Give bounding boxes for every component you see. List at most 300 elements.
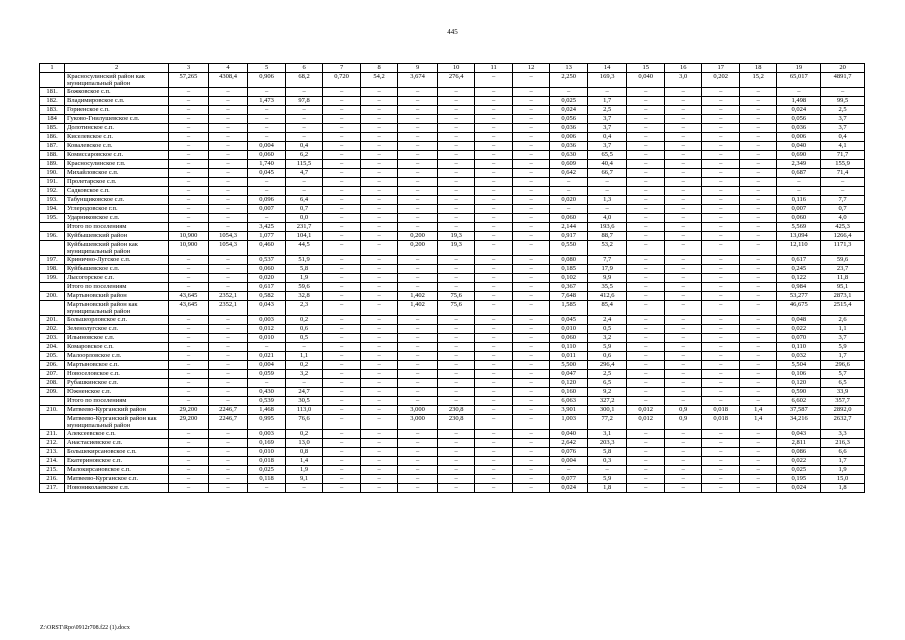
- value-cell: –: [664, 448, 702, 457]
- header-cell: 18: [739, 64, 777, 73]
- table-row: [40, 97, 865, 106]
- value-cell: 0,539: [248, 397, 286, 406]
- value-cell: –: [627, 292, 665, 301]
- value-cell: 0,040: [550, 430, 588, 439]
- value-cell: –: [512, 379, 550, 388]
- table-row: [40, 397, 865, 406]
- value-cell: –: [360, 361, 398, 370]
- value-cell: –: [360, 97, 398, 106]
- value-cell: 0,460: [248, 241, 286, 256]
- value-cell: –: [285, 124, 323, 133]
- value-cell: 2,5: [821, 106, 865, 115]
- value-cell: –: [360, 397, 398, 406]
- row-number-cell: [40, 301, 65, 316]
- value-cell: –: [627, 223, 665, 232]
- value-cell: –: [627, 214, 665, 223]
- value-cell: –: [360, 325, 398, 334]
- value-cell: –: [398, 484, 438, 493]
- value-cell: 2352,1: [208, 301, 248, 316]
- value-cell: 24,7: [285, 388, 323, 397]
- name-cell: Рубашкинское с.п.: [65, 379, 169, 388]
- value-cell: –: [627, 124, 665, 133]
- value-cell: –: [323, 115, 361, 124]
- value-cell: –: [248, 124, 286, 133]
- value-cell: 0,120: [550, 379, 588, 388]
- row-number-cell: 186.: [40, 133, 65, 142]
- value-cell: –: [398, 343, 438, 352]
- value-cell: 0,202: [702, 73, 740, 88]
- value-cell: –: [512, 334, 550, 343]
- value-cell: 0,003: [248, 316, 286, 325]
- value-cell: –: [739, 265, 777, 274]
- value-cell: 0,106: [777, 370, 821, 379]
- value-cell: –: [437, 265, 475, 274]
- value-cell: –: [739, 361, 777, 370]
- value-cell: 34,216: [777, 415, 821, 430]
- value-cell: –: [360, 187, 398, 196]
- value-cell: –: [512, 316, 550, 325]
- value-cell: –: [627, 232, 665, 241]
- value-cell: 0,012: [627, 415, 665, 430]
- value-cell: –: [664, 283, 702, 292]
- value-cell: –: [398, 430, 438, 439]
- value-cell: 0,024: [777, 106, 821, 115]
- table-row: [40, 178, 865, 187]
- value-cell: –: [664, 274, 702, 283]
- value-cell: –: [475, 151, 513, 160]
- header-cell: 8: [360, 64, 398, 73]
- value-cell: –: [360, 160, 398, 169]
- value-cell: 1,1: [285, 352, 323, 361]
- value-cell: –: [627, 388, 665, 397]
- value-cell: –: [169, 343, 209, 352]
- value-cell: –: [821, 178, 865, 187]
- value-cell: 5,9: [587, 343, 627, 352]
- value-cell: –: [208, 457, 248, 466]
- value-cell: 0,110: [777, 343, 821, 352]
- row-number-cell: 181.: [40, 88, 65, 97]
- value-cell: –: [702, 370, 740, 379]
- value-cell: –: [208, 274, 248, 283]
- value-cell: –: [664, 316, 702, 325]
- value-cell: –: [360, 214, 398, 223]
- value-cell: 71,7: [821, 151, 865, 160]
- value-cell: 0,025: [550, 97, 588, 106]
- value-cell: 231,7: [285, 223, 323, 232]
- value-cell: 2,349: [777, 160, 821, 169]
- value-cell: –: [512, 370, 550, 379]
- value-cell: –: [664, 352, 702, 361]
- value-cell: –: [360, 124, 398, 133]
- value-cell: 44,5: [285, 241, 323, 256]
- row-number-cell: 202.: [40, 325, 65, 334]
- name-cell: Ударниковское с.п.: [65, 214, 169, 223]
- value-cell: 0,6: [587, 352, 627, 361]
- value-cell: –: [437, 205, 475, 214]
- row-number-cell: 207.: [40, 370, 65, 379]
- value-cell: 1,740: [248, 160, 286, 169]
- value-cell: –: [248, 343, 286, 352]
- value-cell: –: [627, 325, 665, 334]
- table-header-row: [40, 64, 865, 73]
- value-cell: –: [702, 343, 740, 352]
- value-cell: –: [248, 214, 286, 223]
- value-cell: –: [323, 439, 361, 448]
- table-row: [40, 256, 865, 265]
- row-number-cell: 203.: [40, 334, 65, 343]
- value-cell: –: [702, 187, 740, 196]
- value-cell: 0,4: [285, 142, 323, 151]
- name-cell: Табунщиковское с.п.: [65, 196, 169, 205]
- value-cell: 0,630: [550, 151, 588, 160]
- table-row: [40, 106, 865, 115]
- value-cell: –: [664, 439, 702, 448]
- value-cell: –: [512, 169, 550, 178]
- value-cell: –: [739, 178, 777, 187]
- value-cell: 0,2: [285, 316, 323, 325]
- value-cell: 53,2: [587, 241, 627, 256]
- value-cell: –: [512, 352, 550, 361]
- value-cell: 85,4: [587, 301, 627, 316]
- value-cell: –: [208, 325, 248, 334]
- value-cell: –: [512, 475, 550, 484]
- value-cell: –: [702, 430, 740, 439]
- value-cell: –: [512, 151, 550, 160]
- value-cell: 0,018: [702, 415, 740, 430]
- value-cell: 203,3: [587, 439, 627, 448]
- value-cell: –: [323, 214, 361, 223]
- value-cell: –: [512, 448, 550, 457]
- value-cell: 0,020: [248, 274, 286, 283]
- value-cell: –: [323, 475, 361, 484]
- value-cell: –: [702, 169, 740, 178]
- value-cell: –: [323, 379, 361, 388]
- value-cell: 1,077: [248, 232, 286, 241]
- value-cell: –: [398, 178, 438, 187]
- value-cell: –: [664, 361, 702, 370]
- value-cell: –: [512, 133, 550, 142]
- value-cell: 3,7: [821, 115, 865, 124]
- value-cell: 3,2: [285, 370, 323, 379]
- value-cell: 1,4: [739, 406, 777, 415]
- value-cell: 4,1: [821, 142, 865, 151]
- value-cell: 0,122: [777, 274, 821, 283]
- value-cell: –: [437, 274, 475, 283]
- value-cell: 75,6: [437, 292, 475, 301]
- value-cell: –: [475, 316, 513, 325]
- value-cell: 1,7: [821, 352, 865, 361]
- value-cell: 5,9: [587, 475, 627, 484]
- value-cell: 2,642: [550, 439, 588, 448]
- name-cell: Владимировское с.п.: [65, 97, 169, 106]
- value-cell: –: [475, 232, 513, 241]
- value-cell: 115,5: [285, 160, 323, 169]
- value-cell: –: [323, 265, 361, 274]
- name-cell: Киселевское с.п.: [65, 133, 169, 142]
- value-cell: –: [627, 187, 665, 196]
- value-cell: –: [323, 484, 361, 493]
- value-cell: –: [323, 187, 361, 196]
- value-cell: –: [437, 256, 475, 265]
- table-row: [40, 265, 865, 274]
- value-cell: 1171,3: [821, 241, 865, 256]
- value-cell: –: [512, 397, 550, 406]
- value-cell: 88,7: [587, 232, 627, 241]
- value-cell: –: [664, 457, 702, 466]
- value-cell: 65,017: [777, 73, 821, 88]
- value-cell: 1,7: [587, 97, 627, 106]
- value-cell: 1,9: [285, 274, 323, 283]
- table-row: [40, 343, 865, 352]
- name-cell: Кринично-Лугское с.п.: [65, 256, 169, 265]
- value-cell: 59,6: [285, 283, 323, 292]
- value-cell: 0,367: [550, 283, 588, 292]
- value-cell: –: [739, 88, 777, 97]
- value-cell: –: [702, 241, 740, 256]
- value-cell: –: [437, 97, 475, 106]
- value-cell: –: [360, 316, 398, 325]
- table-row: [40, 223, 865, 232]
- value-cell: 0,169: [248, 439, 286, 448]
- value-cell: –: [169, 397, 209, 406]
- value-cell: –: [208, 397, 248, 406]
- value-cell: –: [664, 388, 702, 397]
- value-cell: –: [398, 274, 438, 283]
- value-cell: –: [323, 316, 361, 325]
- value-cell: –: [664, 88, 702, 97]
- value-cell: 0,010: [248, 334, 286, 343]
- value-cell: –: [323, 406, 361, 415]
- name-cell: Долотинское с.п.: [65, 124, 169, 133]
- value-cell: –: [248, 484, 286, 493]
- value-cell: 0,077: [550, 475, 588, 484]
- name-cell: Красносулинский район как муниципальный район: [65, 73, 169, 88]
- value-cell: –: [398, 106, 438, 115]
- value-cell: 193,6: [587, 223, 627, 232]
- value-cell: –: [475, 196, 513, 205]
- value-cell: 0,004: [248, 361, 286, 370]
- value-cell: 3,000: [398, 406, 438, 415]
- value-cell: 40,4: [587, 160, 627, 169]
- value-cell: –: [437, 439, 475, 448]
- value-cell: –: [437, 151, 475, 160]
- value-cell: –: [323, 301, 361, 316]
- value-cell: –: [323, 283, 361, 292]
- value-cell: 0,024: [550, 484, 588, 493]
- value-cell: 43,645: [169, 292, 209, 301]
- value-cell: –: [169, 379, 209, 388]
- value-cell: –: [323, 178, 361, 187]
- value-cell: –: [475, 415, 513, 430]
- value-cell: 1054,3: [208, 232, 248, 241]
- value-cell: –: [512, 124, 550, 133]
- value-cell: 2,6: [821, 316, 865, 325]
- value-cell: –: [360, 379, 398, 388]
- value-cell: 0,687: [777, 169, 821, 178]
- value-cell: –: [512, 160, 550, 169]
- value-cell: –: [323, 151, 361, 160]
- value-cell: 1,4: [285, 457, 323, 466]
- name-cell: Гуково-Гнилушевское с.п.: [65, 115, 169, 124]
- value-cell: –: [664, 196, 702, 205]
- value-cell: –: [360, 151, 398, 160]
- value-cell: 0,018: [248, 457, 286, 466]
- value-cell: –: [208, 430, 248, 439]
- table-row: [40, 415, 865, 430]
- value-cell: 35,5: [587, 283, 627, 292]
- value-cell: –: [512, 325, 550, 334]
- value-cell: 9,9: [587, 274, 627, 283]
- value-cell: –: [739, 439, 777, 448]
- value-cell: –: [627, 361, 665, 370]
- value-cell: –: [739, 466, 777, 475]
- name-cell: Красносулинское г.п.: [65, 160, 169, 169]
- value-cell: –: [360, 415, 398, 430]
- value-cell: –: [702, 334, 740, 343]
- value-cell: 5,8: [285, 265, 323, 274]
- value-cell: –: [360, 178, 398, 187]
- value-cell: 0,022: [777, 457, 821, 466]
- value-cell: –: [475, 115, 513, 124]
- value-cell: 65,5: [587, 151, 627, 160]
- value-cell: –: [739, 160, 777, 169]
- value-cell: –: [398, 448, 438, 457]
- value-cell: –: [208, 205, 248, 214]
- value-cell: 0,011: [550, 352, 588, 361]
- table-row: [40, 370, 865, 379]
- header-cell: 6: [285, 64, 323, 73]
- value-cell: –: [475, 178, 513, 187]
- value-cell: –: [512, 256, 550, 265]
- value-cell: 95,1: [821, 283, 865, 292]
- value-cell: –: [360, 388, 398, 397]
- value-cell: –: [169, 115, 209, 124]
- value-cell: 230,8: [437, 415, 475, 430]
- value-cell: –: [323, 292, 361, 301]
- value-cell: –: [512, 187, 550, 196]
- value-cell: –: [627, 196, 665, 205]
- value-cell: –: [398, 379, 438, 388]
- table-body: [40, 64, 865, 493]
- value-cell: –: [739, 223, 777, 232]
- value-cell: –: [512, 283, 550, 292]
- value-cell: 1,9: [285, 466, 323, 475]
- value-cell: –: [475, 457, 513, 466]
- value-cell: –: [664, 430, 702, 439]
- value-cell: –: [169, 187, 209, 196]
- row-number-cell: 200.: [40, 292, 65, 301]
- value-cell: –: [323, 232, 361, 241]
- value-cell: 4308,4: [208, 73, 248, 88]
- value-cell: –: [437, 325, 475, 334]
- table-row: [40, 124, 865, 133]
- value-cell: –: [664, 133, 702, 142]
- value-cell: –: [437, 466, 475, 475]
- value-cell: 0,010: [248, 448, 286, 457]
- value-cell: 0,995: [248, 415, 286, 430]
- value-cell: –: [360, 106, 398, 115]
- value-cell: –: [398, 187, 438, 196]
- value-cell: 3,674: [398, 73, 438, 88]
- value-cell: 54,2: [360, 73, 398, 88]
- table-row: [40, 352, 865, 361]
- value-cell: –: [627, 439, 665, 448]
- value-cell: 0,690: [777, 151, 821, 160]
- value-cell: 57,265: [169, 73, 209, 88]
- value-cell: –: [398, 475, 438, 484]
- value-cell: 0,040: [627, 73, 665, 88]
- value-cell: 1,7: [821, 457, 865, 466]
- value-cell: 3,3: [821, 430, 865, 439]
- row-number-cell: 216.: [40, 475, 65, 484]
- value-cell: 0,5: [285, 334, 323, 343]
- value-cell: –: [208, 388, 248, 397]
- row-number-cell: [40, 241, 65, 256]
- value-cell: 0,018: [702, 406, 740, 415]
- value-cell: 66,7: [587, 169, 627, 178]
- value-cell: –: [475, 169, 513, 178]
- value-cell: –: [437, 484, 475, 493]
- name-cell: Малоорловское с.п.: [65, 352, 169, 361]
- value-cell: –: [169, 448, 209, 457]
- value-cell: 19,3: [437, 232, 475, 241]
- value-cell: –: [248, 88, 286, 97]
- value-cell: –: [398, 316, 438, 325]
- value-cell: 76,6: [285, 415, 323, 430]
- value-cell: 19,3: [437, 241, 475, 256]
- value-cell: –: [208, 283, 248, 292]
- value-cell: –: [475, 256, 513, 265]
- value-cell: –: [739, 124, 777, 133]
- value-cell: 0,9: [664, 406, 702, 415]
- value-cell: –: [208, 115, 248, 124]
- value-cell: –: [169, 439, 209, 448]
- value-cell: –: [360, 133, 398, 142]
- value-cell: –: [702, 388, 740, 397]
- table-row: [40, 151, 865, 160]
- value-cell: –: [475, 430, 513, 439]
- value-cell: –: [323, 343, 361, 352]
- value-cell: 1,4: [739, 415, 777, 430]
- value-cell: –: [437, 187, 475, 196]
- name-cell: Анастасиевское с.п.: [65, 439, 169, 448]
- table-row: [40, 115, 865, 124]
- row-number-cell: 205.: [40, 352, 65, 361]
- value-cell: –: [360, 406, 398, 415]
- name-cell: Алексеевское с.п.: [65, 430, 169, 439]
- value-cell: 3,7: [587, 115, 627, 124]
- value-cell: –: [702, 352, 740, 361]
- value-cell: 0,060: [550, 334, 588, 343]
- value-cell: 425,3: [821, 223, 865, 232]
- footer-path: Z:\ORST\Rpo\0912r708.f22 (1).docx: [40, 625, 130, 631]
- value-cell: –: [323, 274, 361, 283]
- value-cell: –: [437, 88, 475, 97]
- value-cell: 3,7: [587, 142, 627, 151]
- value-cell: –: [323, 205, 361, 214]
- value-cell: –: [512, 214, 550, 223]
- value-cell: –: [169, 265, 209, 274]
- table-row: [40, 439, 865, 448]
- value-cell: 5,504: [777, 361, 821, 370]
- value-cell: 1,8: [587, 484, 627, 493]
- value-cell: –: [360, 274, 398, 283]
- value-cell: –: [437, 142, 475, 151]
- value-cell: –: [512, 430, 550, 439]
- value-cell: –: [512, 406, 550, 415]
- value-cell: –: [437, 124, 475, 133]
- name-cell: Большекирсановское с.п.: [65, 448, 169, 457]
